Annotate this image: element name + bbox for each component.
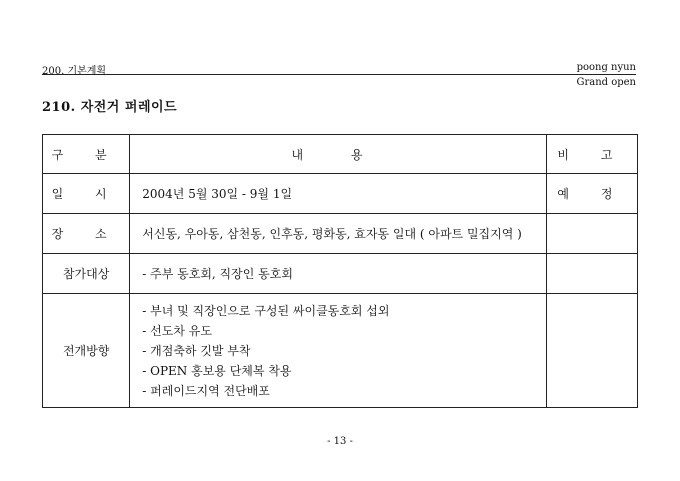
header-right-top: poong nyun <box>576 62 636 73</box>
row-content-participants: - 주부 동호회, 직장인 동호회 <box>130 254 547 294</box>
header-left: 200. 기본계획 <box>42 66 107 77</box>
row-note-datetime: 예 정 <box>546 174 637 214</box>
table-header-row <box>43 135 638 174</box>
header-divider <box>42 74 636 75</box>
direction-list <box>142 301 546 401</box>
row-label-datetime: 일 시 <box>43 174 130 214</box>
list-item: - 퍼레이드지역 전단배포 <box>142 383 270 398</box>
table-row <box>43 254 638 294</box>
list-item: - OPEN 홍보용 단체복 착용 <box>142 363 292 378</box>
table-row <box>43 214 638 254</box>
row-label-place: 장 소 <box>43 214 130 254</box>
header-note: 비 고 <box>546 135 637 174</box>
row-label-participants: 참가대상 <box>43 254 130 294</box>
row-note-direction <box>546 294 637 408</box>
table-row <box>43 174 638 214</box>
section-title: 210. 자전거 퍼레이드 <box>42 100 178 115</box>
row-note-place <box>546 214 637 254</box>
plan-table <box>42 134 638 408</box>
row-note-participants <box>546 254 637 294</box>
list-item: - 부녀 및 직장인으로 구성된 싸이클동호회 섭외 <box>142 303 390 318</box>
header-right-bottom: Grand open <box>576 77 636 88</box>
header-content: 내 용 <box>130 135 547 174</box>
row-content-datetime: 2004년 5월 30일 - 9월 1일 <box>130 174 547 214</box>
row-label-direction: 전개방향 <box>43 294 130 408</box>
list-item: - 선도차 유도 <box>142 323 212 338</box>
header-category: 구 분 <box>43 135 130 174</box>
table-row <box>43 294 638 408</box>
row-content-place: 서신동, 우아동, 삼천동, 인후동, 평화동, 효자동 일대 ( 아파트 밀집지역 ) <box>130 214 547 254</box>
list-item: - 개점축하 깃발 부착 <box>142 343 251 358</box>
page-number: - 13 - <box>327 436 353 447</box>
row-content-direction <box>130 294 547 408</box>
